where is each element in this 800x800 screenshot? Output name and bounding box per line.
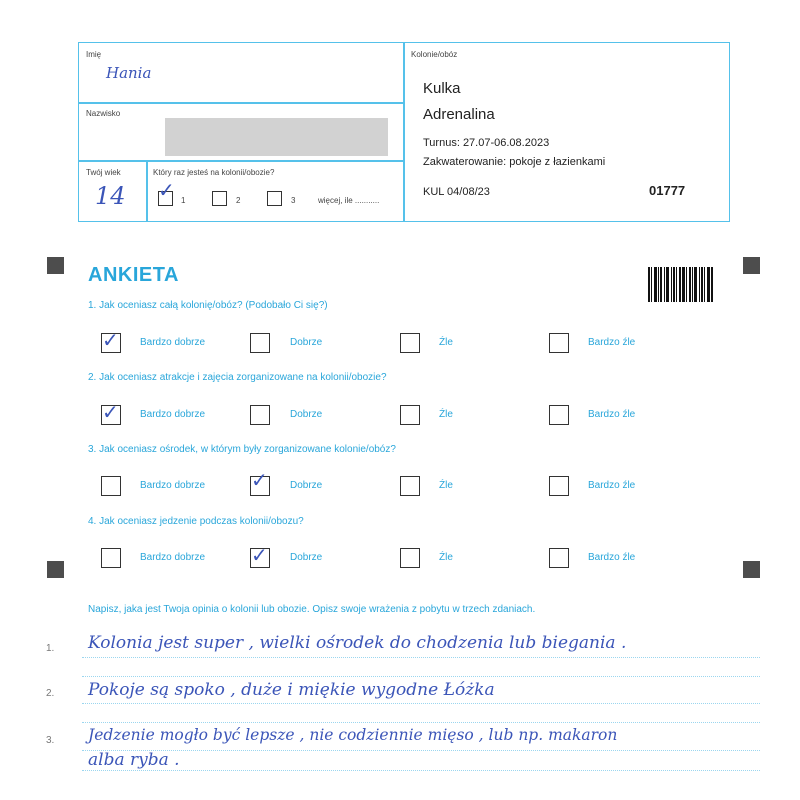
answer-3-dotted-line-2: [82, 770, 760, 771]
check-mark-icon: ✓: [102, 328, 119, 352]
camp-label: Kolonie/obóz: [411, 50, 458, 59]
age-label: Twój wiek: [86, 168, 121, 177]
q4-option-zle: Źle: [439, 552, 453, 563]
header-divider-age: [146, 160, 148, 222]
name-label: Imię: [86, 50, 102, 59]
header-divider-vertical: [403, 42, 405, 222]
answer-3-dotted-line: [82, 750, 760, 751]
answer-1-dotted-line-2: [82, 676, 760, 677]
q1-checkbox-dobrze[interactable]: [250, 333, 270, 353]
q2-checkbox-zle[interactable]: [400, 405, 420, 425]
q3-option-dobrze: Dobrze: [290, 480, 323, 491]
q2-option-dobrze: Dobrze: [290, 409, 323, 420]
name-value[interactable]: Hania: [106, 64, 152, 82]
q4-checkbox-bardzo-dobrze[interactable]: [101, 548, 121, 568]
registration-marker-icon: [743, 257, 760, 274]
q1-checkbox-zle[interactable]: [400, 333, 420, 353]
q1-option-dobrze: Dobrze: [290, 337, 323, 348]
age-value[interactable]: 14: [95, 182, 126, 210]
q3-checkbox-bardzo-dobrze[interactable]: [101, 476, 121, 496]
answer-1-text[interactable]: Kolonia jest super , wielki ośrodek do chodzenia lub biegania .: [88, 633, 627, 653]
q1-option-zle: Źle: [439, 337, 453, 348]
times-label: Który raz jesteś na kolonii/obozie?: [153, 168, 275, 177]
question-4-text: 4. Jak oceniasz jedzenie podczas kolonii/obozu?: [88, 516, 304, 527]
times-more-label: więcej, ile ...........: [318, 196, 380, 205]
surname-redaction: [165, 118, 388, 156]
question-1-text: 1. Jak oceniasz całą kolonię/obóz? (Podobało Ci się?): [88, 300, 328, 311]
q3-checkbox-bardzo-zle[interactable]: [549, 476, 569, 496]
q3-option-bardzo-dobrze: Bardzo dobrze: [140, 480, 206, 491]
open-question-prompt: Napisz, jaka jest Twoja opinia o kolonii lub obozie. Opisz swoje wrażenia z pobytu w trzech zdaniach.: [88, 604, 536, 615]
accommodation-info: Zakwaterowanie: pokoje z łazienkami: [423, 156, 606, 168]
registration-marker-icon: [743, 561, 760, 578]
header-divider-surname: [78, 160, 404, 162]
answer-2-dotted-line-2: [82, 722, 760, 723]
q2-checkbox-dobrze[interactable]: [250, 405, 270, 425]
q4-option-dobrze: Dobrze: [290, 552, 323, 563]
answer-1-dotted-line: [82, 657, 760, 658]
answer-3-text[interactable]: Jedzenie mogło być lepsze , nie codziennie mięso , lub np. makaron: [88, 726, 618, 744]
header-divider-name: [78, 102, 404, 104]
answer-2-number: 2.: [46, 688, 55, 699]
q2-option-bardzo-dobrze: Bardzo dobrze: [140, 409, 206, 420]
question-3-text: 3. Jak oceniasz ośrodek, w którym były zorganizowane kolonie/obóz?: [88, 444, 396, 455]
check-mark-icon: ✓: [251, 543, 268, 567]
answer-1-number: 1.: [46, 643, 55, 654]
camp-name-line2: Adrenalina: [423, 106, 495, 123]
check-mark-icon: ✓: [102, 400, 119, 424]
times-option-2: 2: [236, 196, 241, 205]
q4-option-bardzo-dobrze: Bardzo dobrze: [140, 552, 206, 563]
q2-option-zle: Źle: [439, 409, 453, 420]
answer-3-text-line-2[interactable]: alba ryba .: [88, 750, 180, 770]
q4-checkbox-zle[interactable]: [400, 548, 420, 568]
survey-title: ANKIETA: [88, 264, 179, 286]
camp-name-line1: Kulka: [423, 80, 461, 97]
registration-marker-icon: [47, 257, 64, 274]
answer-2-dotted-line: [82, 703, 760, 704]
form-number: 01777: [649, 183, 686, 198]
turnus-info: Turnus: 27.07-06.08.2023: [423, 137, 550, 149]
q2-option-bardzo-zle: Bardzo źle: [588, 409, 636, 420]
q4-option-bardzo-zle: Bardzo źle: [588, 552, 636, 563]
barcode-icon: [648, 267, 716, 302]
q1-option-bardzo-dobrze: Bardzo dobrze: [140, 337, 206, 348]
answer-2-text[interactable]: Pokoje są spoko , duże i miękie wygodne Łóżka: [88, 680, 495, 700]
question-2-text: 2. Jak oceniasz atrakcje i zajęcia zorganizowane na kolonii/obozie?: [88, 372, 387, 383]
q1-option-bardzo-zle: Bardzo źle: [588, 337, 636, 348]
q3-option-bardzo-zle: Bardzo źle: [588, 480, 636, 491]
surname-label: Nazwisko: [86, 109, 121, 118]
times-option-1: 1: [181, 196, 186, 205]
q3-option-zle: Źle: [439, 480, 453, 491]
q2-checkbox-bardzo-zle[interactable]: [549, 405, 569, 425]
camp-code: KUL 04/08/23: [423, 186, 490, 198]
q4-checkbox-bardzo-zle[interactable]: [549, 548, 569, 568]
q1-checkbox-bardzo-zle[interactable]: [549, 333, 569, 353]
times-checkbox-3[interactable]: [267, 191, 282, 206]
answer-3-number: 3.: [46, 735, 55, 746]
registration-marker-icon: [47, 561, 64, 578]
check-mark-icon: ✓: [158, 178, 175, 202]
q3-checkbox-zle[interactable]: [400, 476, 420, 496]
times-option-3: 3: [291, 196, 296, 205]
check-mark-icon: ✓: [251, 468, 268, 492]
times-checkbox-2[interactable]: [212, 191, 227, 206]
